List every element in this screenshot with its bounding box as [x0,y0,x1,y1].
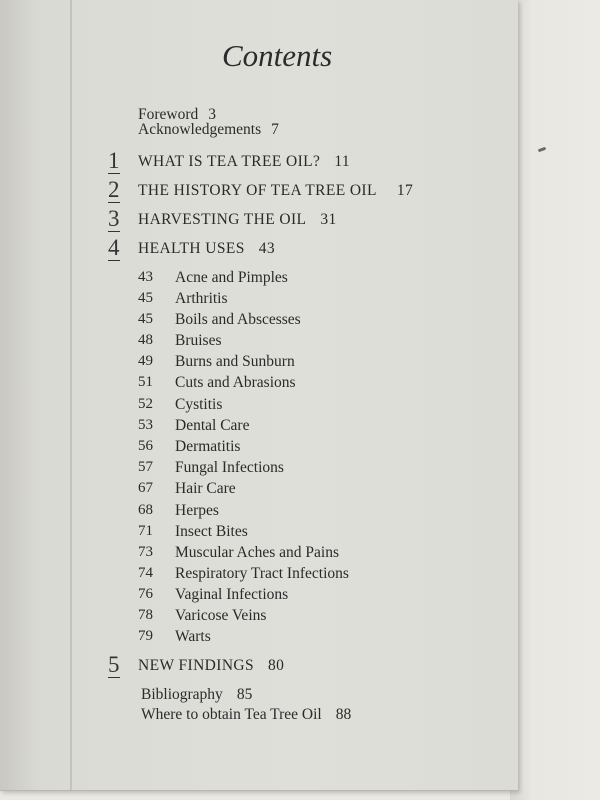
chapter-title-5 [138,657,284,675]
entry-page: 7 [271,121,279,138]
entry-page: 88 [335,706,352,723]
subentry-label: Dental Care [175,417,250,434]
subentry-label: Vaginal Infections [175,586,289,603]
subentry-page: 53 [138,417,153,433]
chapter-page: 31 [320,211,337,228]
subentry-page: 52 [138,396,153,412]
chapter-title-3 [138,211,337,229]
subentry-label: Respiratory Tract Infections [175,565,349,582]
subentry-label: Muscular Aches and Pains [175,544,340,561]
chapter-number-2: 2 [108,177,120,202]
chapter-title-2 [138,182,413,200]
chapter-number-1: 1 [108,148,120,173]
subentry-page: 68 [138,502,153,518]
chapter-number-3: 3 [108,206,120,231]
subentry-page: 76 [138,586,153,602]
subentry-page: 74 [138,565,153,581]
entry-label: Where to obtain Tea Tree Oil [141,706,322,723]
chapter-page: 80 [268,657,285,674]
subentry-label: Herpes [175,502,219,519]
page-title: Contents [222,38,333,73]
entry-page: 85 [236,686,253,703]
chapter-label: HARVESTING THE OIL [138,211,307,228]
chapter-number-4: 4 [108,235,120,260]
chapter-title-1 [138,153,350,171]
chapter-label: WHAT IS TEA TREE OIL? [138,153,321,170]
chapter-number-5: 5 [108,652,120,677]
subentry-label: Dermatitis [175,438,241,455]
subentry-label: Fungal Infections [175,459,284,476]
chapter-page: 17 [396,182,414,199]
subentry-label: Hair Care [175,480,236,497]
subentry-label: Warts [175,628,211,645]
subentry-page: 73 [138,544,153,560]
subentry-page: 71 [138,523,153,539]
chapter-page: 43 [258,240,276,257]
subentry-page: 67 [138,480,153,496]
subentry-page: 51 [138,374,153,390]
entry-label: Foreword [138,106,199,123]
subentry-label: Insect Bites [175,523,248,540]
page-spine-edge [0,0,72,790]
subentry-page: 79 [138,628,153,644]
back-matter-where-to-obtain [141,706,351,724]
entry-page: 3 [208,106,217,123]
subentry-label: Boils and Abscesses [175,311,301,328]
chapter-label: NEW FINDINGS [138,657,255,674]
subentry-label: Arthritis [175,290,228,307]
chapter-label: THE HISTORY OF TEA TREE OIL [138,182,377,199]
chapter-label: HEALTH USES [138,240,245,257]
subentry-label: Acne and Pimples [175,269,288,286]
background-paper [510,0,600,800]
subentry-page: 45 [138,311,153,327]
subentry-label: Bruises [175,332,222,349]
subentry-label: Cystitis [175,396,223,413]
subentry-page: 78 [138,607,153,623]
back-matter-bibliography [141,686,252,704]
subentry-page: 43 [138,269,153,285]
subentry-page: 56 [138,438,153,454]
entry-label: Acknowledgements [138,121,262,138]
front-matter-acknowledgements [138,121,279,139]
subentry-page: 49 [138,353,153,369]
chapter-title-4 [138,240,275,258]
subentry-label: Varicose Veins [175,607,267,624]
subentry-label: Burns and Sunburn [175,353,295,370]
subentry-label: Cuts and Abrasions [175,374,296,391]
entry-label: Bibliography [141,686,223,703]
chapter-page: 11 [334,153,351,170]
subentry-page: 48 [138,332,153,348]
subentry-page: 45 [138,290,153,306]
subentry-page: 57 [138,459,153,475]
